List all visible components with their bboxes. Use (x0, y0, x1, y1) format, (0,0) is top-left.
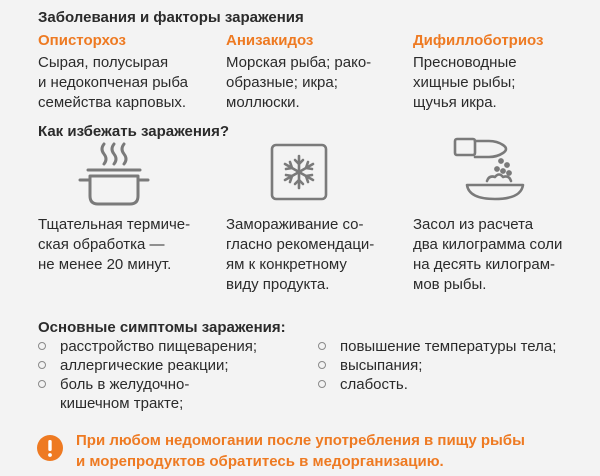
disease-column-3 (413, 32, 593, 113)
bullet-icon (38, 342, 46, 350)
section-title-prevention: Как избежать заражения? (38, 123, 230, 140)
snowflake-freezer-icon (270, 143, 328, 201)
prevention-text-cooking: Тщательная термиче- ская обработка — не менее 20 минут. (38, 216, 191, 273)
disease-text: Морская рыба; рако- образные; икра; моллюски. (226, 54, 372, 111)
cooking-pot-icon (74, 140, 154, 210)
bullet-icon (38, 380, 46, 388)
disease-text: Пресноводные хищные рыбы; щучья икра. (413, 54, 517, 111)
symptom-item: расстройство пищеварения; (36, 337, 296, 356)
bullet-icon (38, 361, 46, 369)
symptom-item: высыпания; (316, 356, 586, 375)
symptom-item: аллергические реакции; (36, 356, 296, 375)
disease-name: Дифиллоботриоз (413, 32, 544, 49)
prevention-text-salting: Засол из расчета два килограмма соли на десять килограм- мов рыбы. (413, 216, 563, 293)
prevention-text-freezing: Замораживание со- гласно рекомендаци- ям к конкретному виду продукта. (226, 216, 375, 293)
symptom-item: повышение температуры тела; (316, 337, 586, 356)
warning-text: При любом недомогании после употребления в пищу рыбы и морепродуктов обратитесь в медорганизацию. (76, 432, 525, 470)
symptoms-list-right (316, 337, 586, 394)
exclamation-icon (36, 434, 64, 462)
disease-column-2 (226, 32, 406, 113)
bullet-icon (318, 361, 326, 369)
symptoms-list-left (36, 337, 296, 413)
section-title-symptoms: Основные симптомы заражения: (38, 319, 286, 336)
bullet-icon (318, 342, 326, 350)
disease-name: Анизакидоз (226, 32, 314, 49)
disease-name: Описторхоз (38, 32, 126, 49)
disease-text: Сырая, полусырая и недокопченая рыба семейства карповых. (38, 54, 188, 111)
symptom-item: слабость. (316, 375, 586, 394)
section-title-diseases: Заболевания и факторы заражения (38, 9, 304, 26)
disease-column-1 (38, 32, 218, 113)
bullet-icon (318, 380, 326, 388)
salt-shaker-icon (453, 133, 527, 205)
symptom-item: боль в желудочно- кишечном тракте; (36, 375, 296, 413)
